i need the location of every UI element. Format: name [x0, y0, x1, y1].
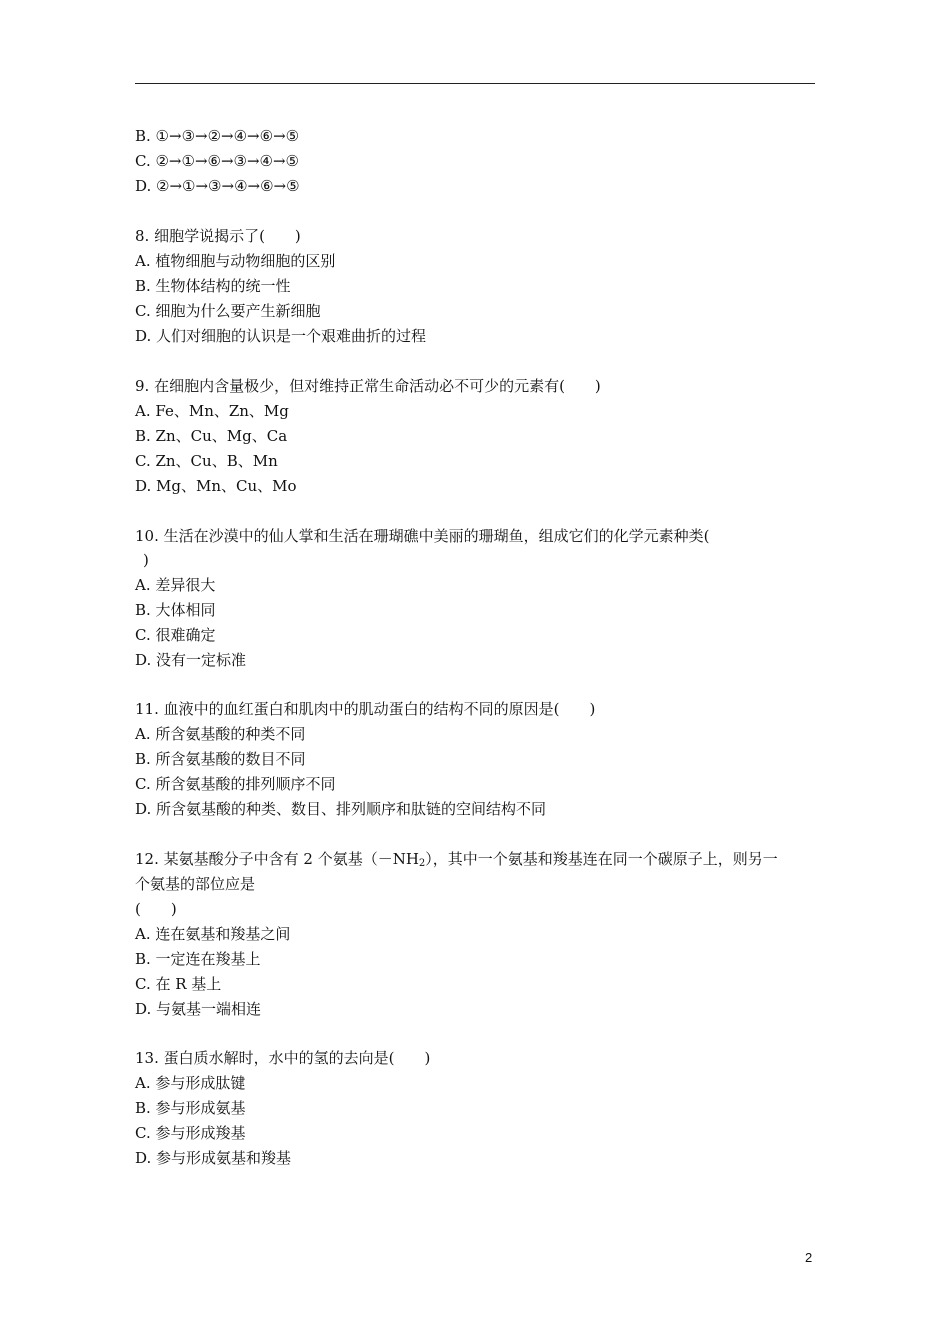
header-rule [135, 83, 815, 84]
q12-option-b: B. 一定连在羧基上 [135, 950, 261, 968]
q8-option-d: D. 人们对细胞的认识是一个艰难曲折的过程 [135, 327, 427, 345]
q11-option-d: D. 所含氨基酸的种类、数目、排列顺序和肽链的空间结构不同 [135, 800, 547, 818]
q12-stem [135, 849, 778, 874]
q10-stem-continuation: ) [143, 551, 149, 569]
q12-stem-part1: 12. 某氨基酸分子中含有 2 个氨基（－NH [135, 850, 419, 868]
q12-stem-line2: 个氨基的部位应是 [135, 875, 256, 893]
q13-option-c: C. 参与形成羧基 [135, 1124, 246, 1142]
q11-stem: 11. 血液中的血红蛋白和肌肉中的肌动蛋白的结构不同的原因是( ) [135, 700, 596, 718]
q9-option-c: C. Zn、Cu、B、Mn [135, 452, 278, 470]
q12-stem-line3: ( ) [135, 900, 177, 918]
q9-stem: 9. 在细胞内含量极少，但对维持正常生命活动必不可少的元素有( ) [135, 377, 601, 395]
q12-stem-part2: ），其中一个氨基和羧基连在同一个碳原子上，则另一 [425, 850, 778, 868]
q9-option-a: A. Fe、Mn、Zn、Mg [135, 402, 289, 420]
q7-option-b: B. ①→③→②→④→⑥→⑤ [135, 127, 300, 145]
q8-option-b: B. 生物体结构的统一性 [135, 277, 291, 295]
q13-option-b: B. 参与形成氨基 [135, 1099, 246, 1117]
q10-stem: 10. 生活在沙漠中的仙人掌和生活在珊瑚礁中美丽的珊瑚鱼，组成它们的化学元素种类( [135, 527, 710, 545]
q10-option-b: B. 大体相同 [135, 601, 216, 619]
q9-option-d: D. Mg、Mn、Cu、Mo [135, 477, 297, 495]
q7-option-d: D. ②→①→③→④→⑥→⑤ [135, 177, 300, 195]
q12-stem-subscript: 2 [418, 858, 426, 869]
q8-option-c: C. 细胞为什么要产生新细胞 [135, 302, 321, 320]
q7-option-c: C. ②→①→⑥→③→④→⑤ [135, 152, 300, 170]
q12-option-a: A. 连在氨基和羧基之间 [135, 925, 291, 943]
q11-option-b: B. 所含氨基酸的数目不同 [135, 750, 306, 768]
q12-option-d: D. 与氨基一端相连 [135, 1000, 262, 1018]
q11-option-a: A. 所含氨基酸的种类不同 [135, 725, 306, 743]
q13-option-d: D. 参与形成氨基和羧基 [135, 1149, 292, 1167]
q10-option-d: D. 没有一定标准 [135, 651, 247, 669]
q13-stem: 13. 蛋白质水解时，水中的氢的去向是( ) [135, 1049, 431, 1067]
q12-option-c: C. 在 R 基上 [135, 975, 222, 993]
q9-option-b: B. Zn、Cu、Mg、Ca [135, 427, 288, 445]
q13-option-a: A. 参与形成肽键 [135, 1074, 246, 1092]
q10-option-c: C. 很难确定 [135, 626, 216, 644]
page-number: 2 [805, 1250, 813, 1265]
q8-stem: 8. 细胞学说揭示了( ) [135, 227, 301, 245]
q11-option-c: C. 所含氨基酸的排列顺序不同 [135, 775, 336, 793]
q10-option-a: A. 差异很大 [135, 576, 216, 594]
q8-option-a: A. 植物细胞与动物细胞的区别 [135, 252, 336, 270]
